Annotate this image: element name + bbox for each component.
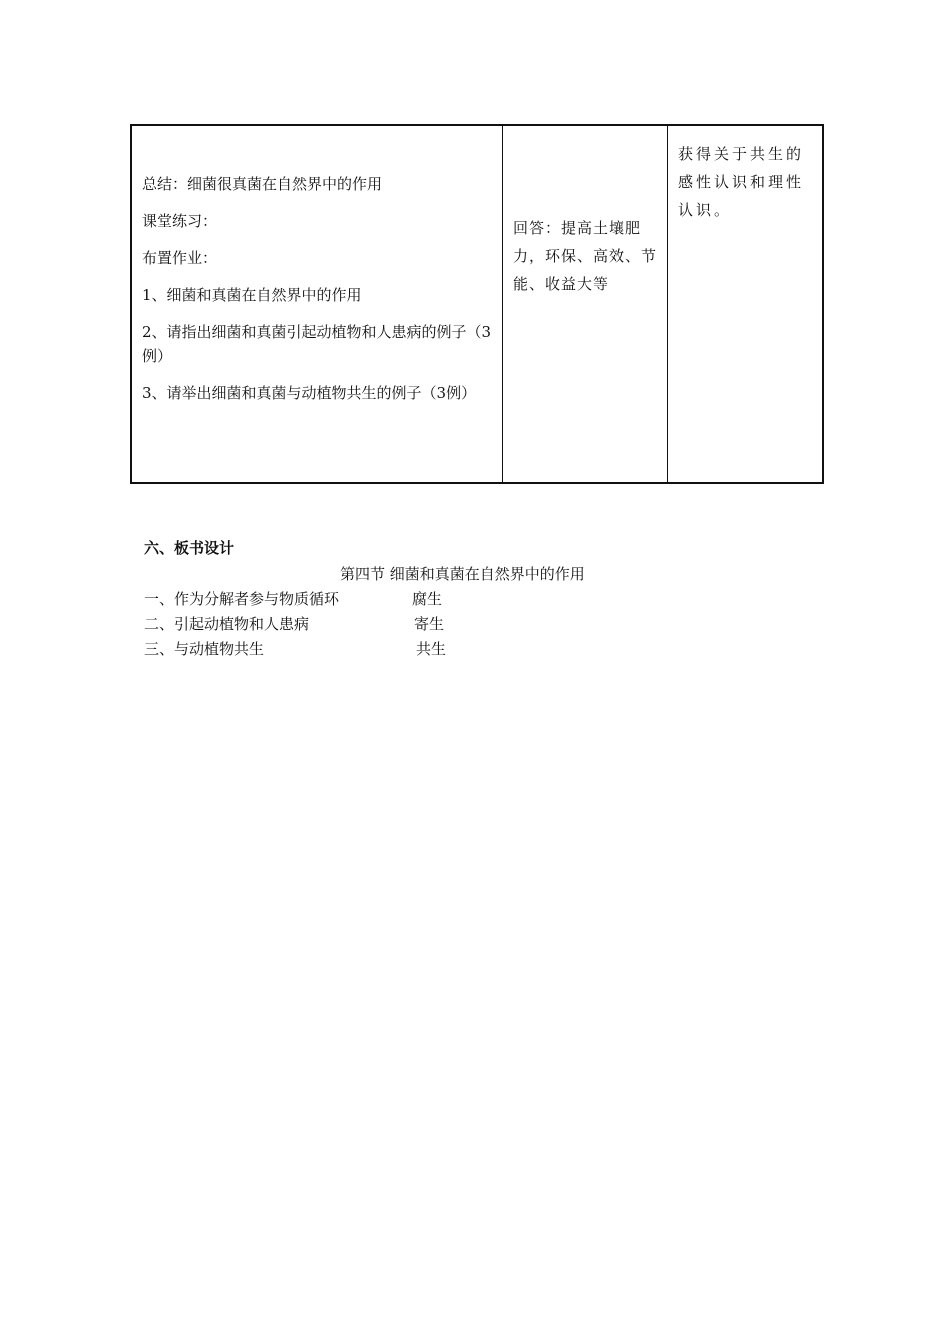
board-row-item: 一、作为分解者参与物质循环 <box>144 590 340 608</box>
board-row <box>144 588 544 612</box>
homework-item-3: 3、请举出细菌和真菌与动植物共生的例子（3例） <box>142 384 477 402</box>
board-row-keyword: 腐生 <box>412 590 443 608</box>
student-activity-cell <box>503 125 668 483</box>
homework-item-2: 2、请指出细菌和真菌引起动植物和人患病的例子（3例） <box>142 323 492 365</box>
board-row-keyword: 寄生 <box>414 615 445 633</box>
board-design-heading: 六、板书设计 <box>144 539 235 557</box>
design-intent-text: 获得关于共生的感性认识和理性认识。 <box>678 145 805 219</box>
student-answer-text: 回答：提高土壤肥力，环保、高效、节能、收益大等 <box>513 219 658 293</box>
board-row <box>144 638 544 662</box>
homework-line: 布置作业： <box>142 249 218 267</box>
board-row-keyword: 共生 <box>416 640 447 658</box>
board-row-item: 二、引起动植物和人患病 <box>144 615 310 633</box>
lesson-table <box>130 124 824 484</box>
homework-item-1: 1、细菌和真菌在自然界中的作用 <box>142 286 362 304</box>
board-row-item: 三、与动植物共生 <box>144 640 265 658</box>
table-row <box>131 125 823 483</box>
board-design-title: 第四节 细菌和真菌在自然界中的作用 <box>340 565 585 583</box>
summary-line: 总结：细菌很真菌在自然界中的作用 <box>142 175 383 193</box>
design-intent-cell <box>668 125 824 483</box>
classroom-practice-line: 课堂练习： <box>142 212 218 230</box>
board-row <box>144 613 544 637</box>
activity-cell <box>131 125 503 483</box>
